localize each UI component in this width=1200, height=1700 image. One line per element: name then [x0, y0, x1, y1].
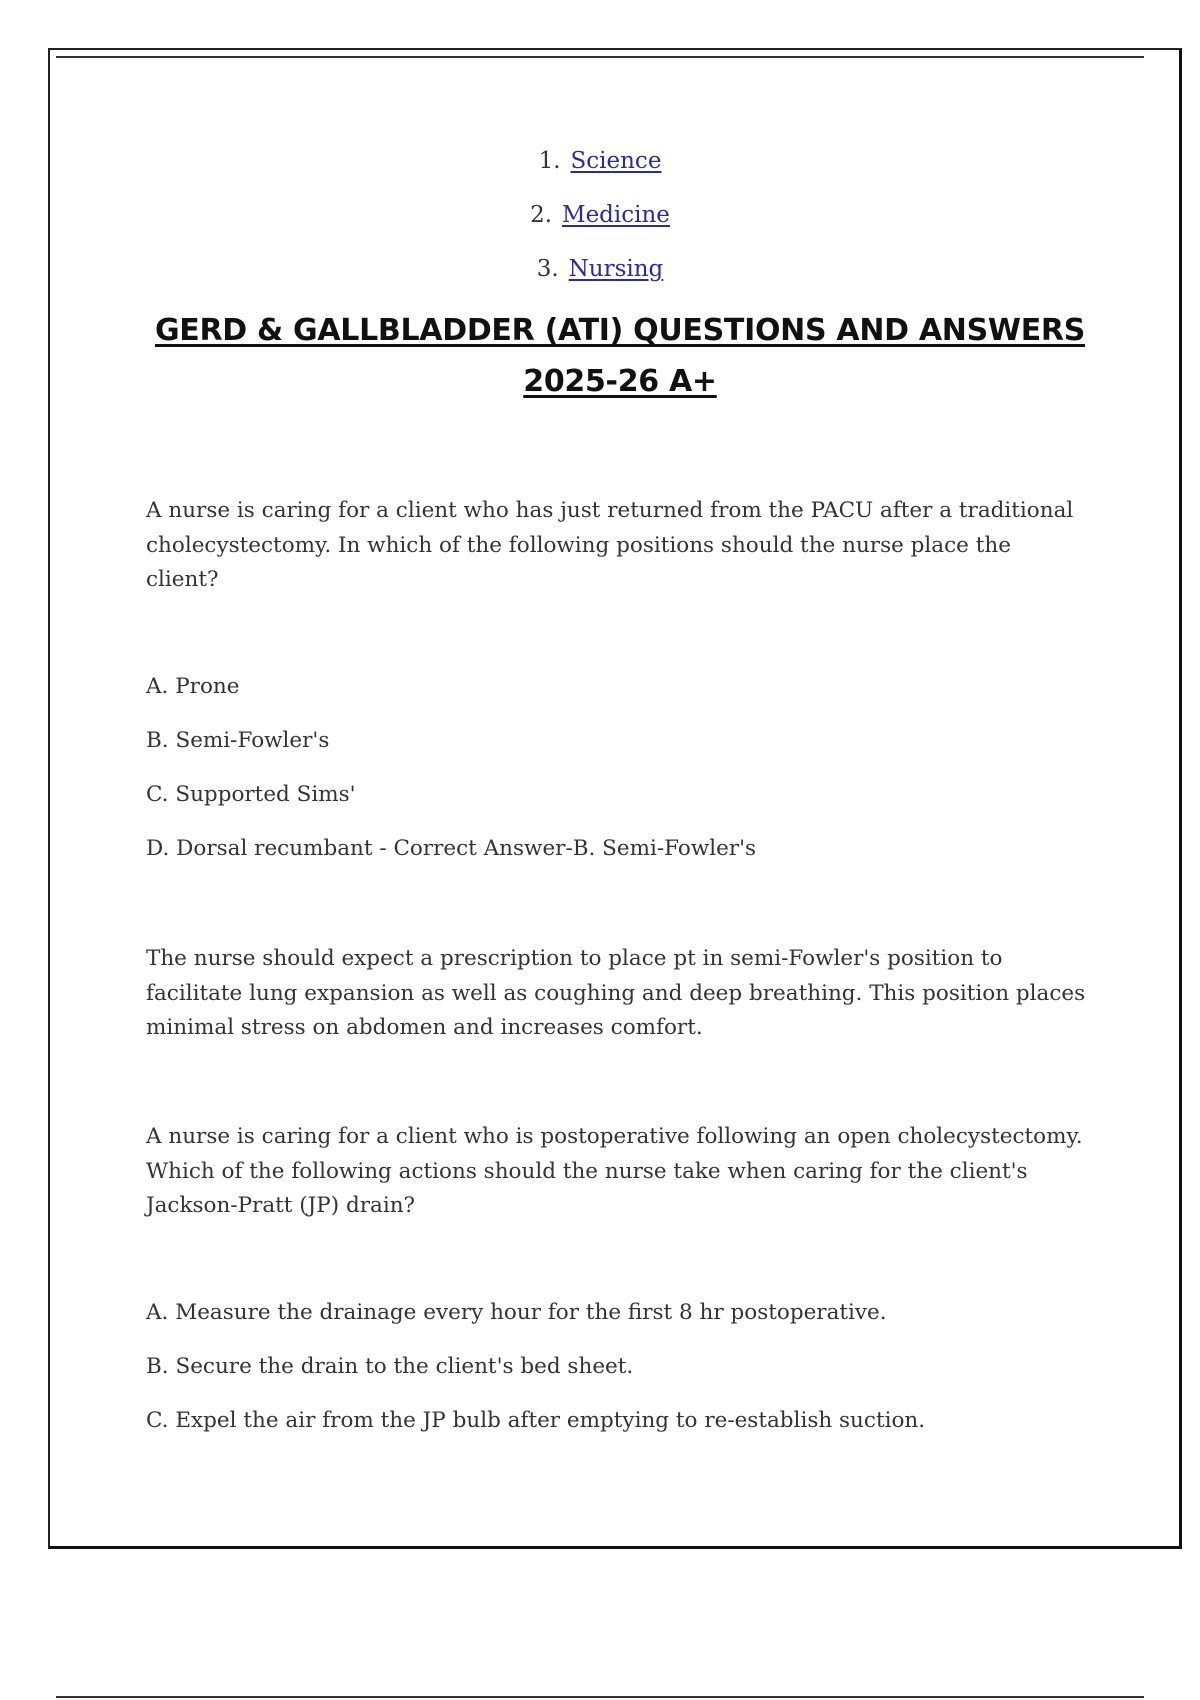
page-title-line-2: 2025-26 A+ [523, 364, 717, 399]
breadcrumb-item-science [0, 142, 1200, 196]
breadcrumb-link-nursing[interactable]: Nursing [568, 256, 664, 282]
breadcrumb-number: 3. [536, 256, 559, 282]
question-2-option-a: A. Measure the drainage every hour for the first 8 hr postoperative. [146, 1300, 887, 1325]
breadcrumb-item-nursing [0, 250, 1200, 304]
breadcrumb-item-medicine [0, 196, 1200, 250]
top-divider [56, 56, 1144, 58]
page-title [140, 305, 1100, 407]
breadcrumb-link-medicine[interactable]: Medicine [562, 202, 670, 228]
question-1-option-d-answer: D. Dorsal recumbant - Correct Answer-B. Semi-Fowler's [146, 836, 757, 861]
page-title-line-1: GERD & GALLBLADDER (ATI) QUESTIONS AND ANSWERS [154, 313, 1085, 348]
question-1-option-b: B. Semi-Fowler's [146, 728, 330, 753]
question-2-option-b: B. Secure the drain to the client's bed sheet. [146, 1354, 634, 1379]
question-1-text: A nurse is caring for a client who has just returned from the PACU after a traditional cholecystectomy. In which of the following positions should the nurse place the client? [146, 498, 1074, 592]
question-1-option-c: C. Supported Sims' [146, 782, 356, 807]
question-1-rationale: The nurse should expect a prescription to place pt in semi-Fowler's position to facilitate lung expansion as well as coughing and deep breathing. This position places minimal stress on abdomen and increases comfort. [146, 946, 1086, 1040]
bottom-divider [56, 1696, 1144, 1698]
breadcrumb-link-science[interactable]: Science [570, 148, 662, 174]
breadcrumb [0, 142, 1200, 304]
question-2-option-c: C. Expel the air from the JP bulb after emptying to re-establish suction. [146, 1408, 926, 1433]
question-1-option-a: A. Prone [146, 674, 240, 699]
breadcrumb-number: 2. [530, 202, 553, 228]
question-2-text: A nurse is caring for a client who is postoperative following an open cholecystectomy. Which of the following actions should the nurse take when caring for the client's Jackson-Pratt (JP) drain? [146, 1124, 1083, 1218]
breadcrumb-number: 1. [538, 148, 561, 174]
